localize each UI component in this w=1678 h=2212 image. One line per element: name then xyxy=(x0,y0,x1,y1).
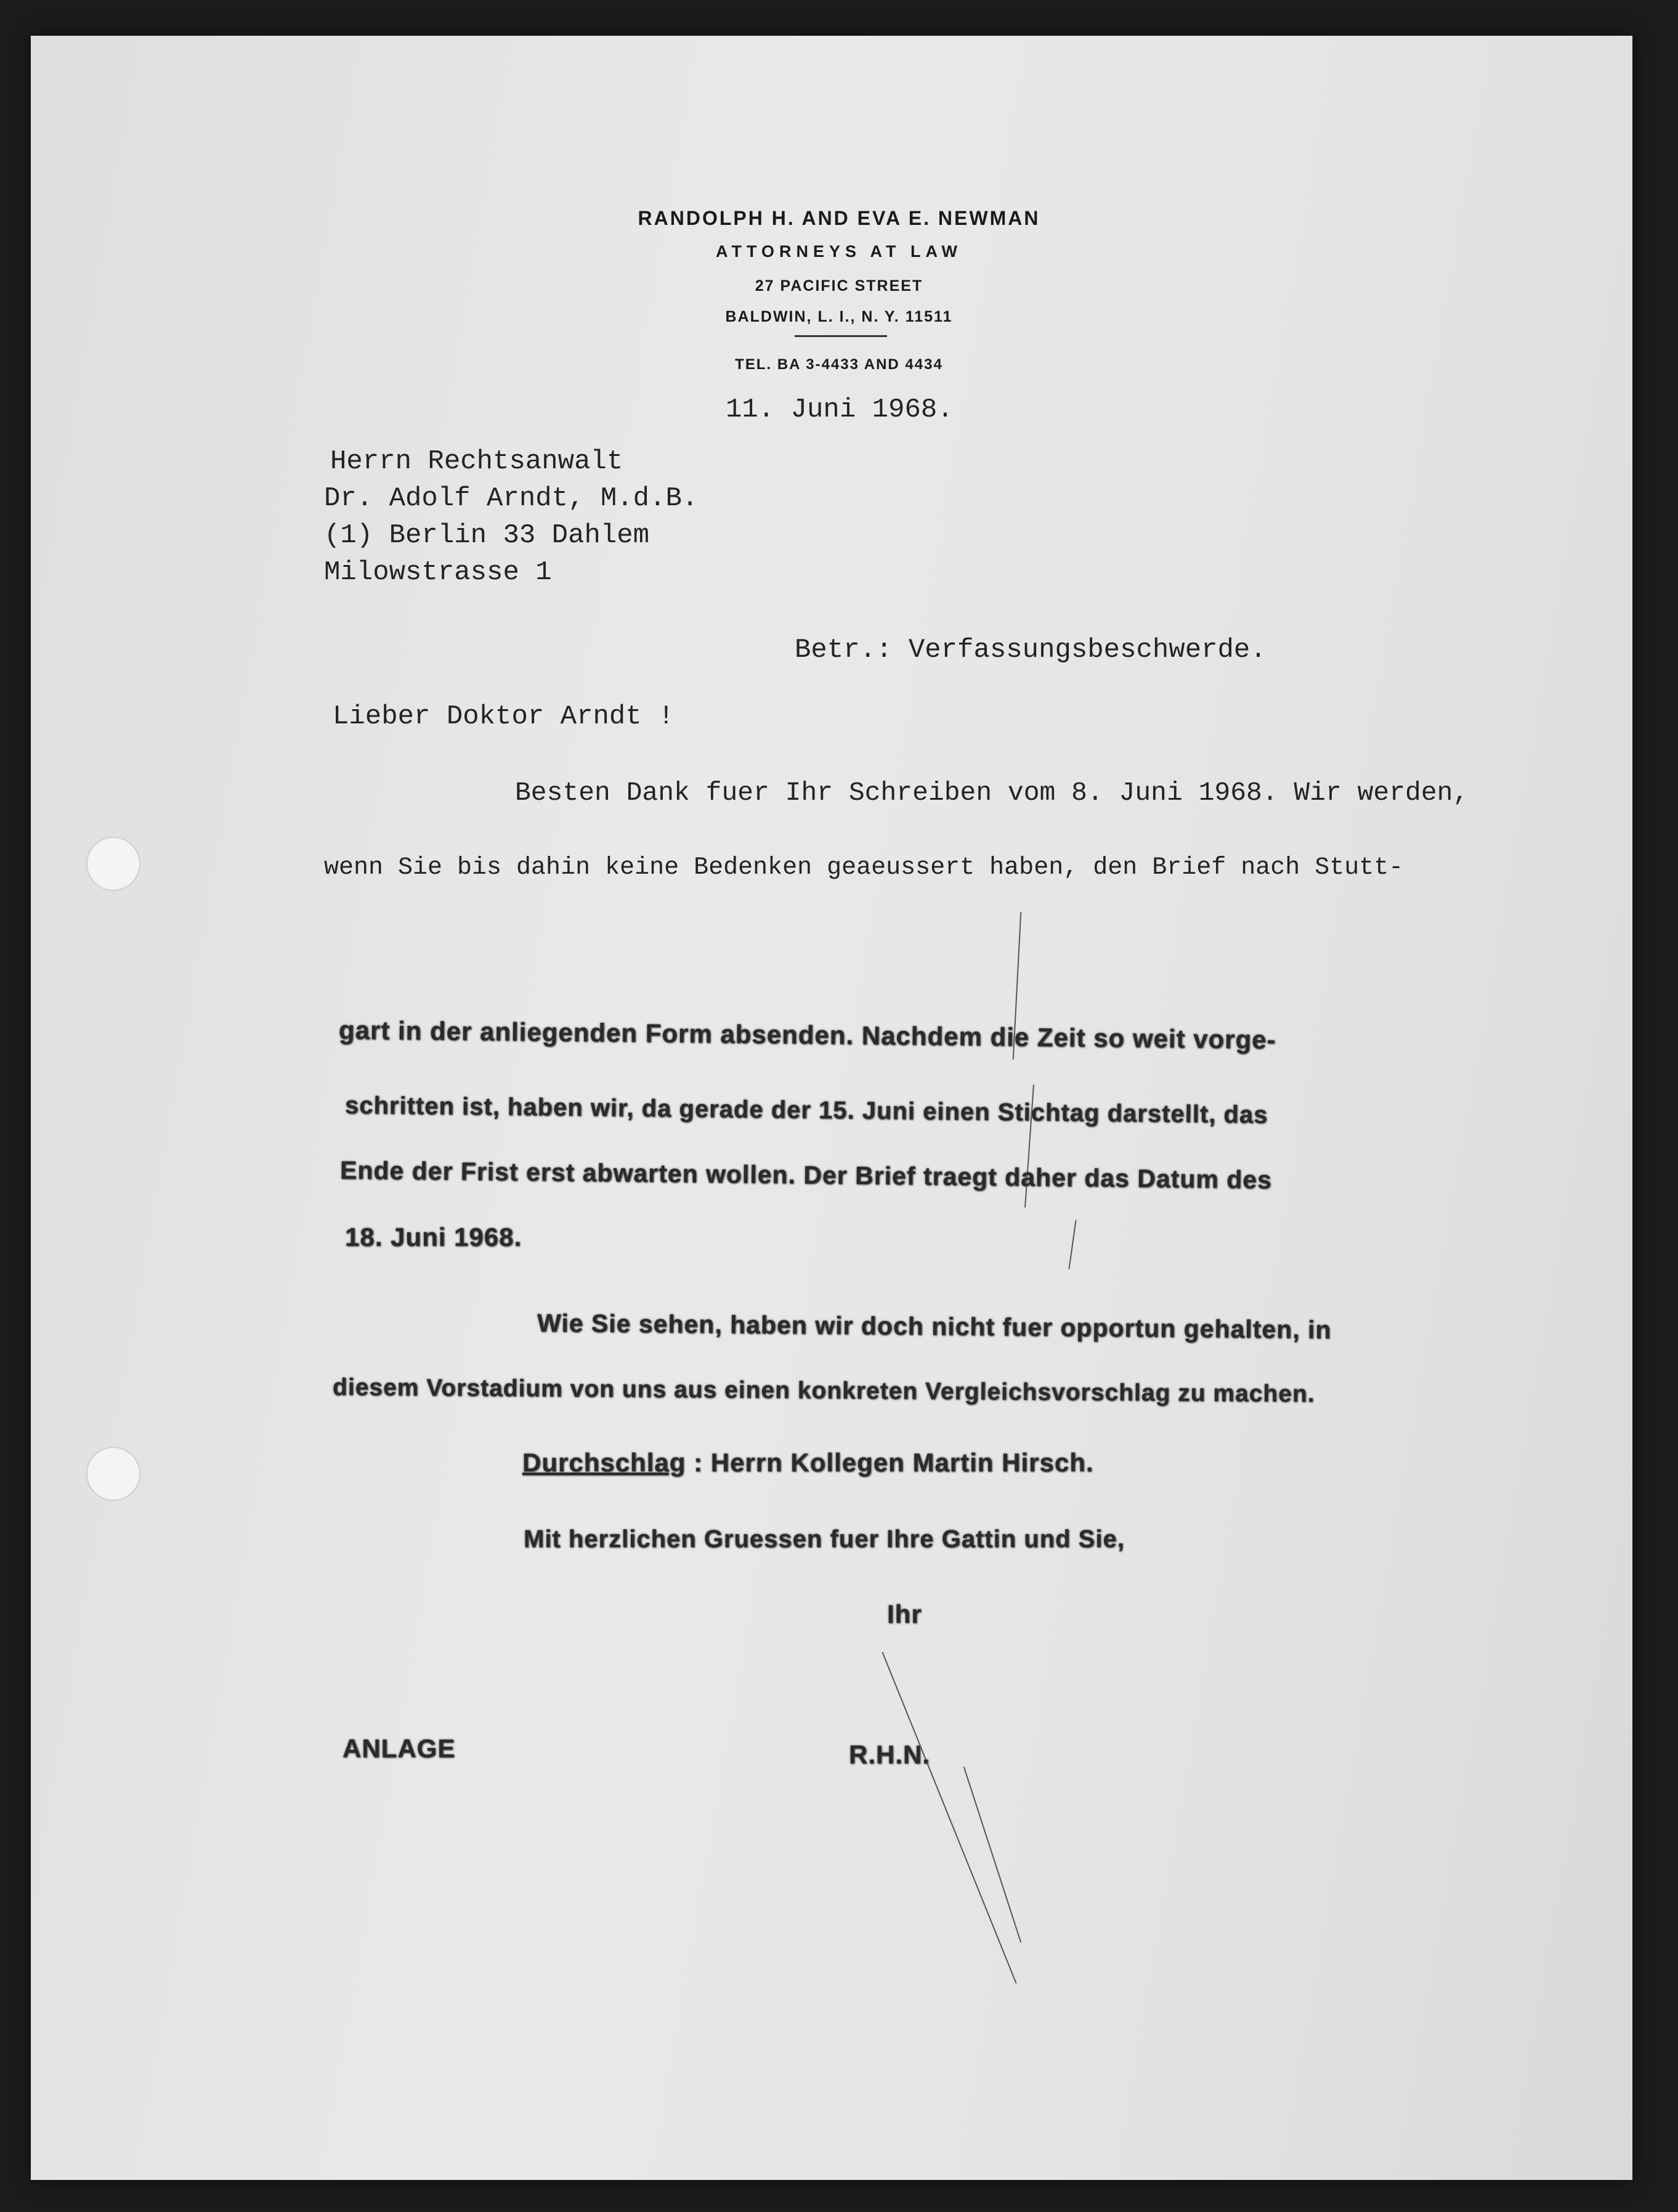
carbon-copy-recipient: : Herrn Kollegen Martin Hirsch. xyxy=(694,1448,1094,1477)
closing-word: Ihr xyxy=(887,1600,922,1629)
enclosure-label: ANLAGE xyxy=(342,1734,456,1763)
carbon-copy-line xyxy=(522,1448,1094,1478)
salutation: Lieber Doktor Arndt ! xyxy=(333,701,675,732)
recipient-line-2: Dr. Adolf Arndt, M.d.B. xyxy=(324,483,699,514)
paragraph-1-line-2: wenn Sie bis dahin keine Bedenken geaeussert haben, den Brief nach Stutt- xyxy=(324,854,1404,882)
paragraph-2-line-3: Ende der Frist erst abwarten wollen. Der Brief traegt daher das Datum des xyxy=(339,1156,1273,1194)
letterhead-divider xyxy=(795,335,887,337)
paragraph-1-line-1: Besten Dank fuer Ihr Schreiben vom 8. Juni 1968. Wir werden, xyxy=(515,778,1469,808)
recipient-line-1: Herrn Rechtsanwalt xyxy=(330,446,623,477)
recipient-line-3: (1) Berlin 33 Dahlem xyxy=(324,520,650,551)
letterhead-name: RANDOLPH H. AND EVA E. NEWMAN xyxy=(638,207,1040,229)
letterhead-telephone: TEL. BA 3-4433 AND 4434 xyxy=(735,356,943,373)
paragraph-3-line-1: Wie Sie sehen, haben wir doch nicht fuer opportun gehalten, in xyxy=(537,1309,1332,1344)
letterhead-street: 27 PACIFIC STREET xyxy=(755,277,923,295)
recipient-line-4: Milowstrasse 1 xyxy=(324,557,552,588)
paragraph-2-line-1: gart in der anliegenden Form absenden. Nachdem die Zeit so weit vorge- xyxy=(338,1015,1276,1054)
paragraph-2-line-2: schritten ist, haben wir, da gerade der 15. Juni einen Stichtag darstellt, das xyxy=(344,1092,1268,1129)
signature-initials: R.H.N. xyxy=(849,1740,930,1769)
closing-line: Mit herzlichen Gruessen fuer Ihre Gattin und Sie, xyxy=(524,1526,1125,1553)
paragraph-3-line-2: diesem Vorstadium von uns aus einen konkreten Vergleichsvorschlag zu machen. xyxy=(332,1374,1315,1408)
letterhead-profession: ATTORNEYS AT LAW xyxy=(716,242,962,261)
punch-hole-top xyxy=(86,837,140,891)
subject-line: Betr.: Verfassungsbeschwerde. xyxy=(795,635,1267,665)
letterhead-city: BALDWIN, L. I., N. Y. 11511 xyxy=(725,308,953,325)
paragraph-2-line-4: 18. Juni 1968. xyxy=(345,1222,522,1251)
letter-date: 11. Juni 1968. xyxy=(726,394,954,425)
punch-hole-bottom xyxy=(86,1447,140,1501)
carbon-copy-label: Durchschlag xyxy=(522,1448,686,1477)
